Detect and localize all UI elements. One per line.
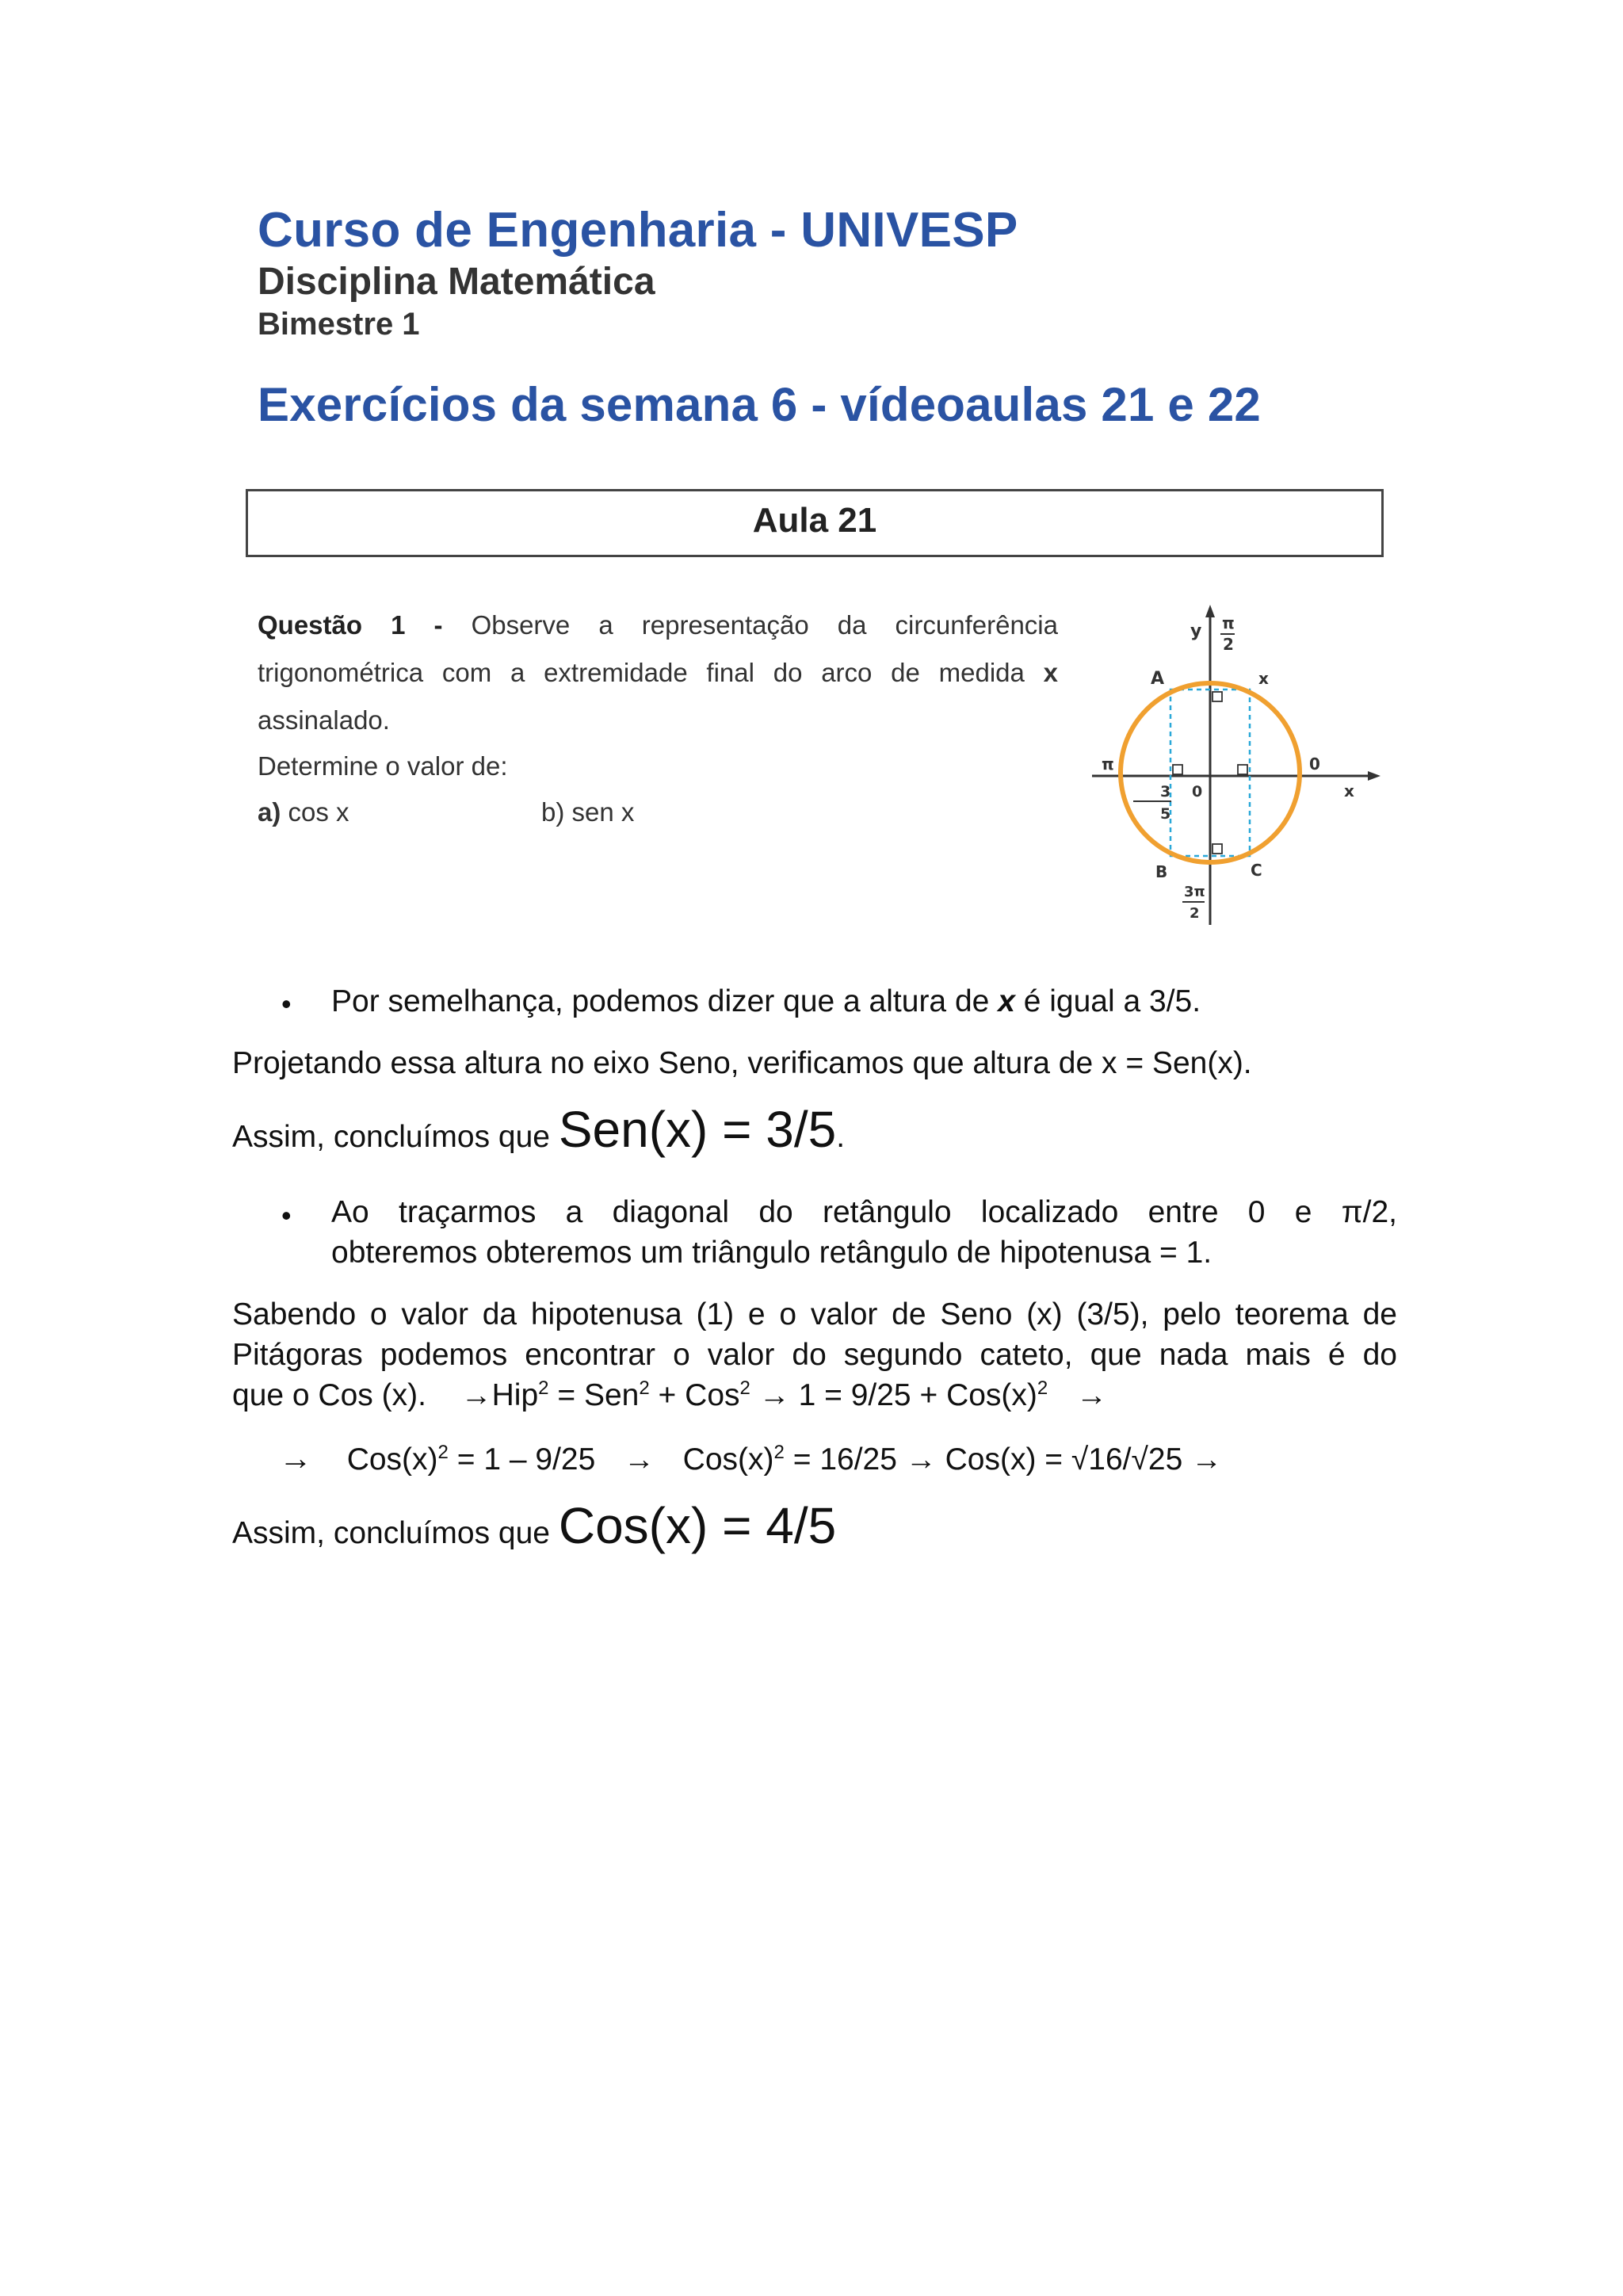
conclusion-cos-prefix: Assim, concluímos que — [232, 1516, 550, 1550]
label-pi-half-den: 2 — [1223, 635, 1234, 654]
section-box — [246, 489, 1384, 557]
exp-hip: 2 — [538, 1377, 549, 1399]
label-3pi-half-den: 2 — [1190, 905, 1200, 922]
right-angle-bottom — [1212, 844, 1222, 854]
bullet-1-part-a: Por semelhança, podemos dizer que a altura de — [331, 984, 990, 1018]
paragraph-2-line-2: Pitágoras podemos encontrar o valor do segundo cateto, que nada mais é do — [232, 1338, 1397, 1372]
question-var-x: x — [1043, 658, 1058, 687]
label-origin: 0 — [1192, 783, 1203, 800]
right-angle-left — [1173, 765, 1182, 774]
bullet-3-eq-a: = 1 – 9/25 — [448, 1442, 596, 1477]
question-item-a — [258, 797, 349, 827]
bullet-1-glyph: • — [281, 988, 292, 1020]
para2-eq-result: 1 = 9/25 + Cos(x) — [798, 1378, 1037, 1412]
bullet-3-arrow-glyph: → — [279, 1439, 312, 1477]
bullet-3-line — [279, 1439, 1222, 1477]
conclusion-sen-value: Sen(x) = 3/5 — [558, 1101, 837, 1158]
item-a-label: a) — [258, 797, 281, 827]
bullet-1-var-x: x — [998, 984, 1015, 1018]
exp-sen: 2 — [639, 1377, 650, 1399]
question-text-2: trigonométrica com a extremidade final do arco de medida — [258, 658, 1025, 687]
question-line-2 — [258, 658, 1058, 688]
label-zero-right: 0 — [1309, 755, 1320, 774]
bullet-1-text — [331, 984, 1201, 1019]
label-A: A — [1151, 669, 1165, 689]
para2-cos-text: que o Cos (x). — [232, 1378, 426, 1412]
label-B: B — [1155, 862, 1168, 881]
para2-eq-sen: = Sen — [548, 1378, 640, 1412]
bullet-3-cos-a: Cos(x) — [346, 1442, 438, 1477]
bimester-label: Bimestre 1 — [258, 307, 420, 342]
bullet-3-eq-b: = 16/25 — [784, 1442, 897, 1477]
question-item-b: b) sen x — [541, 797, 635, 827]
label-frac-den: 5 — [1160, 805, 1171, 823]
conclusion-sen — [232, 1100, 845, 1159]
x-axis-arrow — [1368, 771, 1381, 781]
question-line-3: assinalado. — [258, 705, 390, 735]
y-axis-arrow — [1205, 605, 1215, 617]
label-pi-half-num: π — [1222, 613, 1235, 632]
right-angle-right — [1238, 765, 1247, 774]
section-title: Aula 21 — [752, 501, 877, 540]
week-title: Exercícios da semana 6 - vídeoaulas 21 e 22 — [258, 378, 1261, 431]
bullet-3-eq-c: Cos(x) = √16/√25 — [945, 1442, 1183, 1477]
exp-cosx: 2 — [1037, 1377, 1048, 1399]
conclusion-sen-suffix: . — [836, 1120, 846, 1154]
discipline-title: Disciplina Matemática — [258, 261, 655, 303]
exp-b3-a: 2 — [437, 1442, 449, 1463]
question-text-1: Observe a representação da circunferência — [471, 610, 1058, 640]
right-angle-top — [1212, 692, 1222, 701]
course-title: Curso de Engenharia - UNIVESP — [258, 203, 1018, 258]
trig-circle-diagram — [1086, 598, 1387, 931]
para2-hip: Hip — [491, 1378, 539, 1412]
conclusion-cos — [232, 1496, 836, 1555]
arrow-5: → — [905, 1442, 937, 1477]
question-line-4: Determine o valor de: — [258, 751, 508, 781]
label-C: C — [1251, 861, 1262, 880]
arrow-1: → — [460, 1378, 492, 1412]
bullet-3-cos-b: Cos(x) — [682, 1442, 774, 1477]
bullet-2-glyph: • — [281, 1199, 292, 1232]
label-pi: π — [1102, 755, 1114, 774]
arrow-2: → — [758, 1378, 790, 1412]
conclusion-sen-prefix: Assim, concluímos que — [232, 1120, 550, 1154]
paragraph-2-line-3 — [232, 1378, 1107, 1413]
paragraph-1: Projetando essa altura no eixo Seno, verificamos que altura de x = Sen(x). — [232, 1046, 1252, 1080]
question-line-1 — [258, 610, 1058, 640]
arrow-3: → — [1075, 1378, 1107, 1412]
question-label: Questão 1 - — [258, 610, 443, 640]
label-3pi-half-num: 3π — [1184, 884, 1205, 900]
bullet-2-line-2: obteremos obteremos um triângulo retângulo de hipotenusa = 1. — [331, 1236, 1212, 1270]
paragraph-2-line-1: Sabendo o valor da hipotenusa (1) e o valor de Seno (x) (3/5), pelo teorema de — [232, 1297, 1397, 1331]
label-x-arc: x — [1258, 669, 1269, 688]
bullet-2-line-1: Ao traçarmos a diagonal do retângulo localizado entre 0 e π/2, — [331, 1195, 1397, 1229]
item-a-text: cos x — [288, 797, 349, 827]
para2-eq-cos: + Cos — [649, 1378, 740, 1412]
label-frac-num: 3 — [1160, 783, 1171, 800]
arrow-6: → — [1191, 1442, 1223, 1477]
exp-b3-b: 2 — [773, 1442, 785, 1463]
bullet-1-part-b: é igual a 3/5. — [1023, 984, 1201, 1018]
label-x-axis: x — [1344, 781, 1354, 800]
exp-cos: 2 — [739, 1377, 750, 1399]
conclusion-cos-value: Cos(x) = 4/5 — [558, 1497, 837, 1554]
arrow-4: → — [623, 1442, 655, 1477]
label-y: y — [1190, 621, 1202, 641]
